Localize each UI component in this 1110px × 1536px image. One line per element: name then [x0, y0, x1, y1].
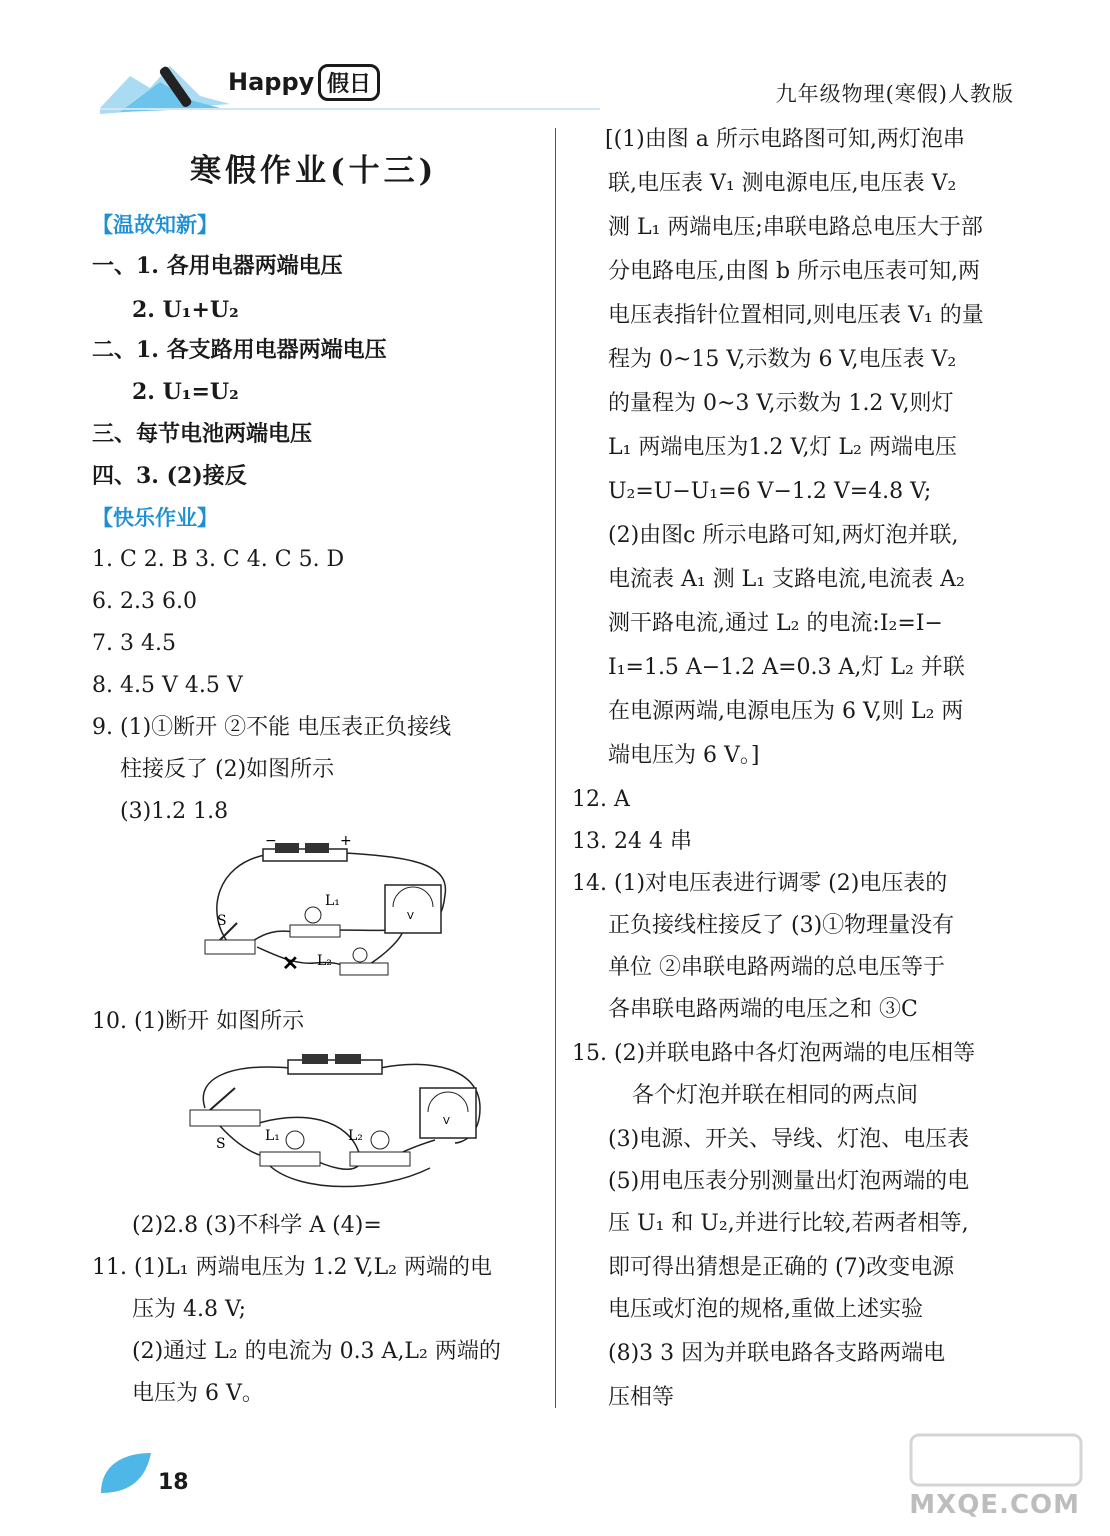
answer-line: 正负接线柱接反了 (3)①物理量没有 — [608, 913, 955, 938]
svg-text:V: V — [407, 911, 414, 922]
voltmeter-icon — [420, 1088, 476, 1138]
switch-icon — [205, 923, 255, 954]
answer-line: (5)用电压表分别测量出灯泡两端的电 — [608, 1169, 970, 1194]
answer-line: 测 L₁ 两端电压;串联电路总电压大于部 — [608, 215, 983, 240]
answer-line: 10. (1)断开 如图所示 — [92, 1009, 305, 1034]
answer-line: 9. (1)①断开 ②不能 电压表正负接线 — [92, 715, 452, 740]
wire — [365, 931, 403, 967]
logo-text: Happy — [228, 68, 315, 96]
answer-line: 各个灯泡并联在相同的两点间 — [632, 1083, 919, 1108]
answer-line: 8. 4.5 V 4.5 V — [92, 673, 243, 698]
circuit-figure-2 — [180, 1048, 490, 1198]
wire — [217, 855, 265, 945]
answer-line: 柱接反了 (2)如图所示 — [120, 757, 335, 782]
answer-line: (8)3 3 因为并联电路各支路两端电 — [608, 1341, 946, 1366]
answer-line: 压相等 — [608, 1385, 675, 1410]
answer-line: 11. (1)L₁ 两端电压为 1.2 V,L₂ 两端的电 — [92, 1255, 492, 1280]
watermark-logo-icon — [906, 1430, 1086, 1490]
page-title: 寒假作业(十三) — [190, 153, 438, 189]
answer-line: 14. (1)对电压表进行调零 (2)电压表的 — [572, 871, 948, 896]
l2-label: L₂ — [348, 1128, 363, 1144]
answer-line: I₁=1.5 A−1.2 A=0.3 A,灯 L₂ 并联 — [608, 655, 965, 680]
answer-line: 的量程为 0~3 V,示数为 1.2 V,则灯 — [608, 391, 954, 416]
answer-line: (2)通过 L₂ 的电流为 0.3 A,L₂ 两端的 — [132, 1339, 501, 1364]
answer-line: (2)由图c 所示电路可知,两灯泡并联, — [608, 523, 959, 548]
answer-line: 测干路电流,通过 L₂ 的电流:I₂=I− — [608, 611, 943, 636]
answer-line: 电压表指针位置相同,则电压表 V₁ 的量 — [608, 303, 984, 328]
voltmeter-icon — [385, 885, 441, 933]
answer-line: 各串联电路两端的电压之和 ③C — [608, 997, 918, 1022]
answer-line: 四、3. (2)接反 — [92, 463, 247, 489]
answer-line: (3)电源、开关、导线、灯泡、电压表 — [608, 1127, 970, 1152]
answer-line: (3)1.2 1.8 — [120, 799, 229, 824]
header-divider — [100, 108, 600, 110]
logo-badge: 假日 — [318, 64, 380, 101]
circuit-figure-1 — [195, 835, 465, 995]
svg-text:V: V — [443, 1116, 450, 1127]
answer-line: 压为 4.8 V; — [132, 1297, 247, 1322]
answer-line: 电压为 6 V。 — [132, 1381, 264, 1406]
leaf-icon — [96, 1448, 156, 1498]
answer-line: 在电源两端,电源电压为 6 V,则 L₂ 两 — [608, 699, 964, 724]
answer-line: 1. C 2. B 3. C 4. C 5. D — [92, 547, 345, 572]
plus-label: + — [340, 835, 352, 849]
switch-icon — [190, 1088, 260, 1126]
answer-line: 12. A — [572, 787, 630, 812]
minus-label: − — [265, 835, 277, 849]
answer-line: 13. 24 4 串 — [572, 829, 692, 854]
answer-line: 压 U₁ 和 U₂,并进行比较,若两者相等, — [608, 1211, 969, 1236]
s-label: S — [216, 1136, 226, 1152]
watermark-text: MXQE.COM — [909, 1490, 1080, 1520]
l2-label: L₂ — [317, 953, 332, 969]
header-logo — [100, 56, 400, 116]
wire — [203, 1067, 290, 1108]
bulb-icon — [340, 948, 388, 975]
answer-line: 7. 3 4.5 — [92, 631, 176, 656]
answer-line: 联,电压表 V₁ 测电源电压,电压表 V₂ — [608, 171, 957, 196]
page-number: 18 — [158, 1470, 189, 1495]
answer-line: 2. U₁=U₂ — [132, 379, 239, 405]
answer-line: L₁ 两端电压为1.2 V,灯 L₂ 两端电压 — [608, 435, 957, 460]
s-label: S — [217, 913, 227, 929]
answer-line: [(1)由图 a 所示电路图可知,两灯泡串 — [605, 127, 965, 152]
answer-line: (2)2.8 (3)不科学 A (4)= — [132, 1213, 382, 1238]
answer-line: 电压或灯泡的规格,重做上述实验 — [608, 1297, 923, 1322]
section-tag-homework: 【快乐作业】 — [92, 506, 218, 530]
answer-line: 一、1. 各用电器两端电压 — [92, 253, 343, 279]
answer-line: 即可得出猜想是正确的 (7)改变电源 — [608, 1255, 955, 1280]
l1-label: L₁ — [325, 893, 340, 909]
wire — [257, 947, 350, 970]
battery-icon — [288, 1054, 382, 1074]
answer-line: 15. (2)并联电路中各灯泡两端的电压相等 — [572, 1041, 976, 1066]
answer-line: 二、1. 各支路用电器两端电压 — [92, 337, 387, 363]
l1-label: L₁ — [265, 1128, 280, 1144]
section-tag-review: 【温故知新】 — [92, 213, 218, 237]
answer-line: 端电压为 6 V。] — [608, 743, 760, 768]
column-divider — [555, 128, 556, 1408]
answer-line: 分电路电压,由图 b 所示电压表可知,两 — [608, 259, 981, 284]
answer-line: 电流表 A₁ 测 L₁ 支路电流,电流表 A₂ — [608, 567, 965, 592]
answer-line: 单位 ②串联电路两端的总电压等于 — [608, 955, 945, 980]
answer-line: 程为 0~15 V,示数为 6 V,电压表 V₂ — [608, 347, 957, 372]
cross-mark: ✕ — [282, 951, 299, 975]
answer-line: 三、每节电池两端电压 — [92, 421, 313, 447]
answer-line: U₂=U−U₁=6 V−1.2 V=4.8 V; — [608, 479, 932, 504]
answer-line: 6. 2.3 6.0 — [92, 589, 197, 614]
answer-line: 2. U₁+U₂ — [132, 297, 239, 323]
book-subtitle: 九年级物理(寒假)人教版 — [775, 82, 1014, 106]
bulb-icon — [290, 907, 340, 937]
